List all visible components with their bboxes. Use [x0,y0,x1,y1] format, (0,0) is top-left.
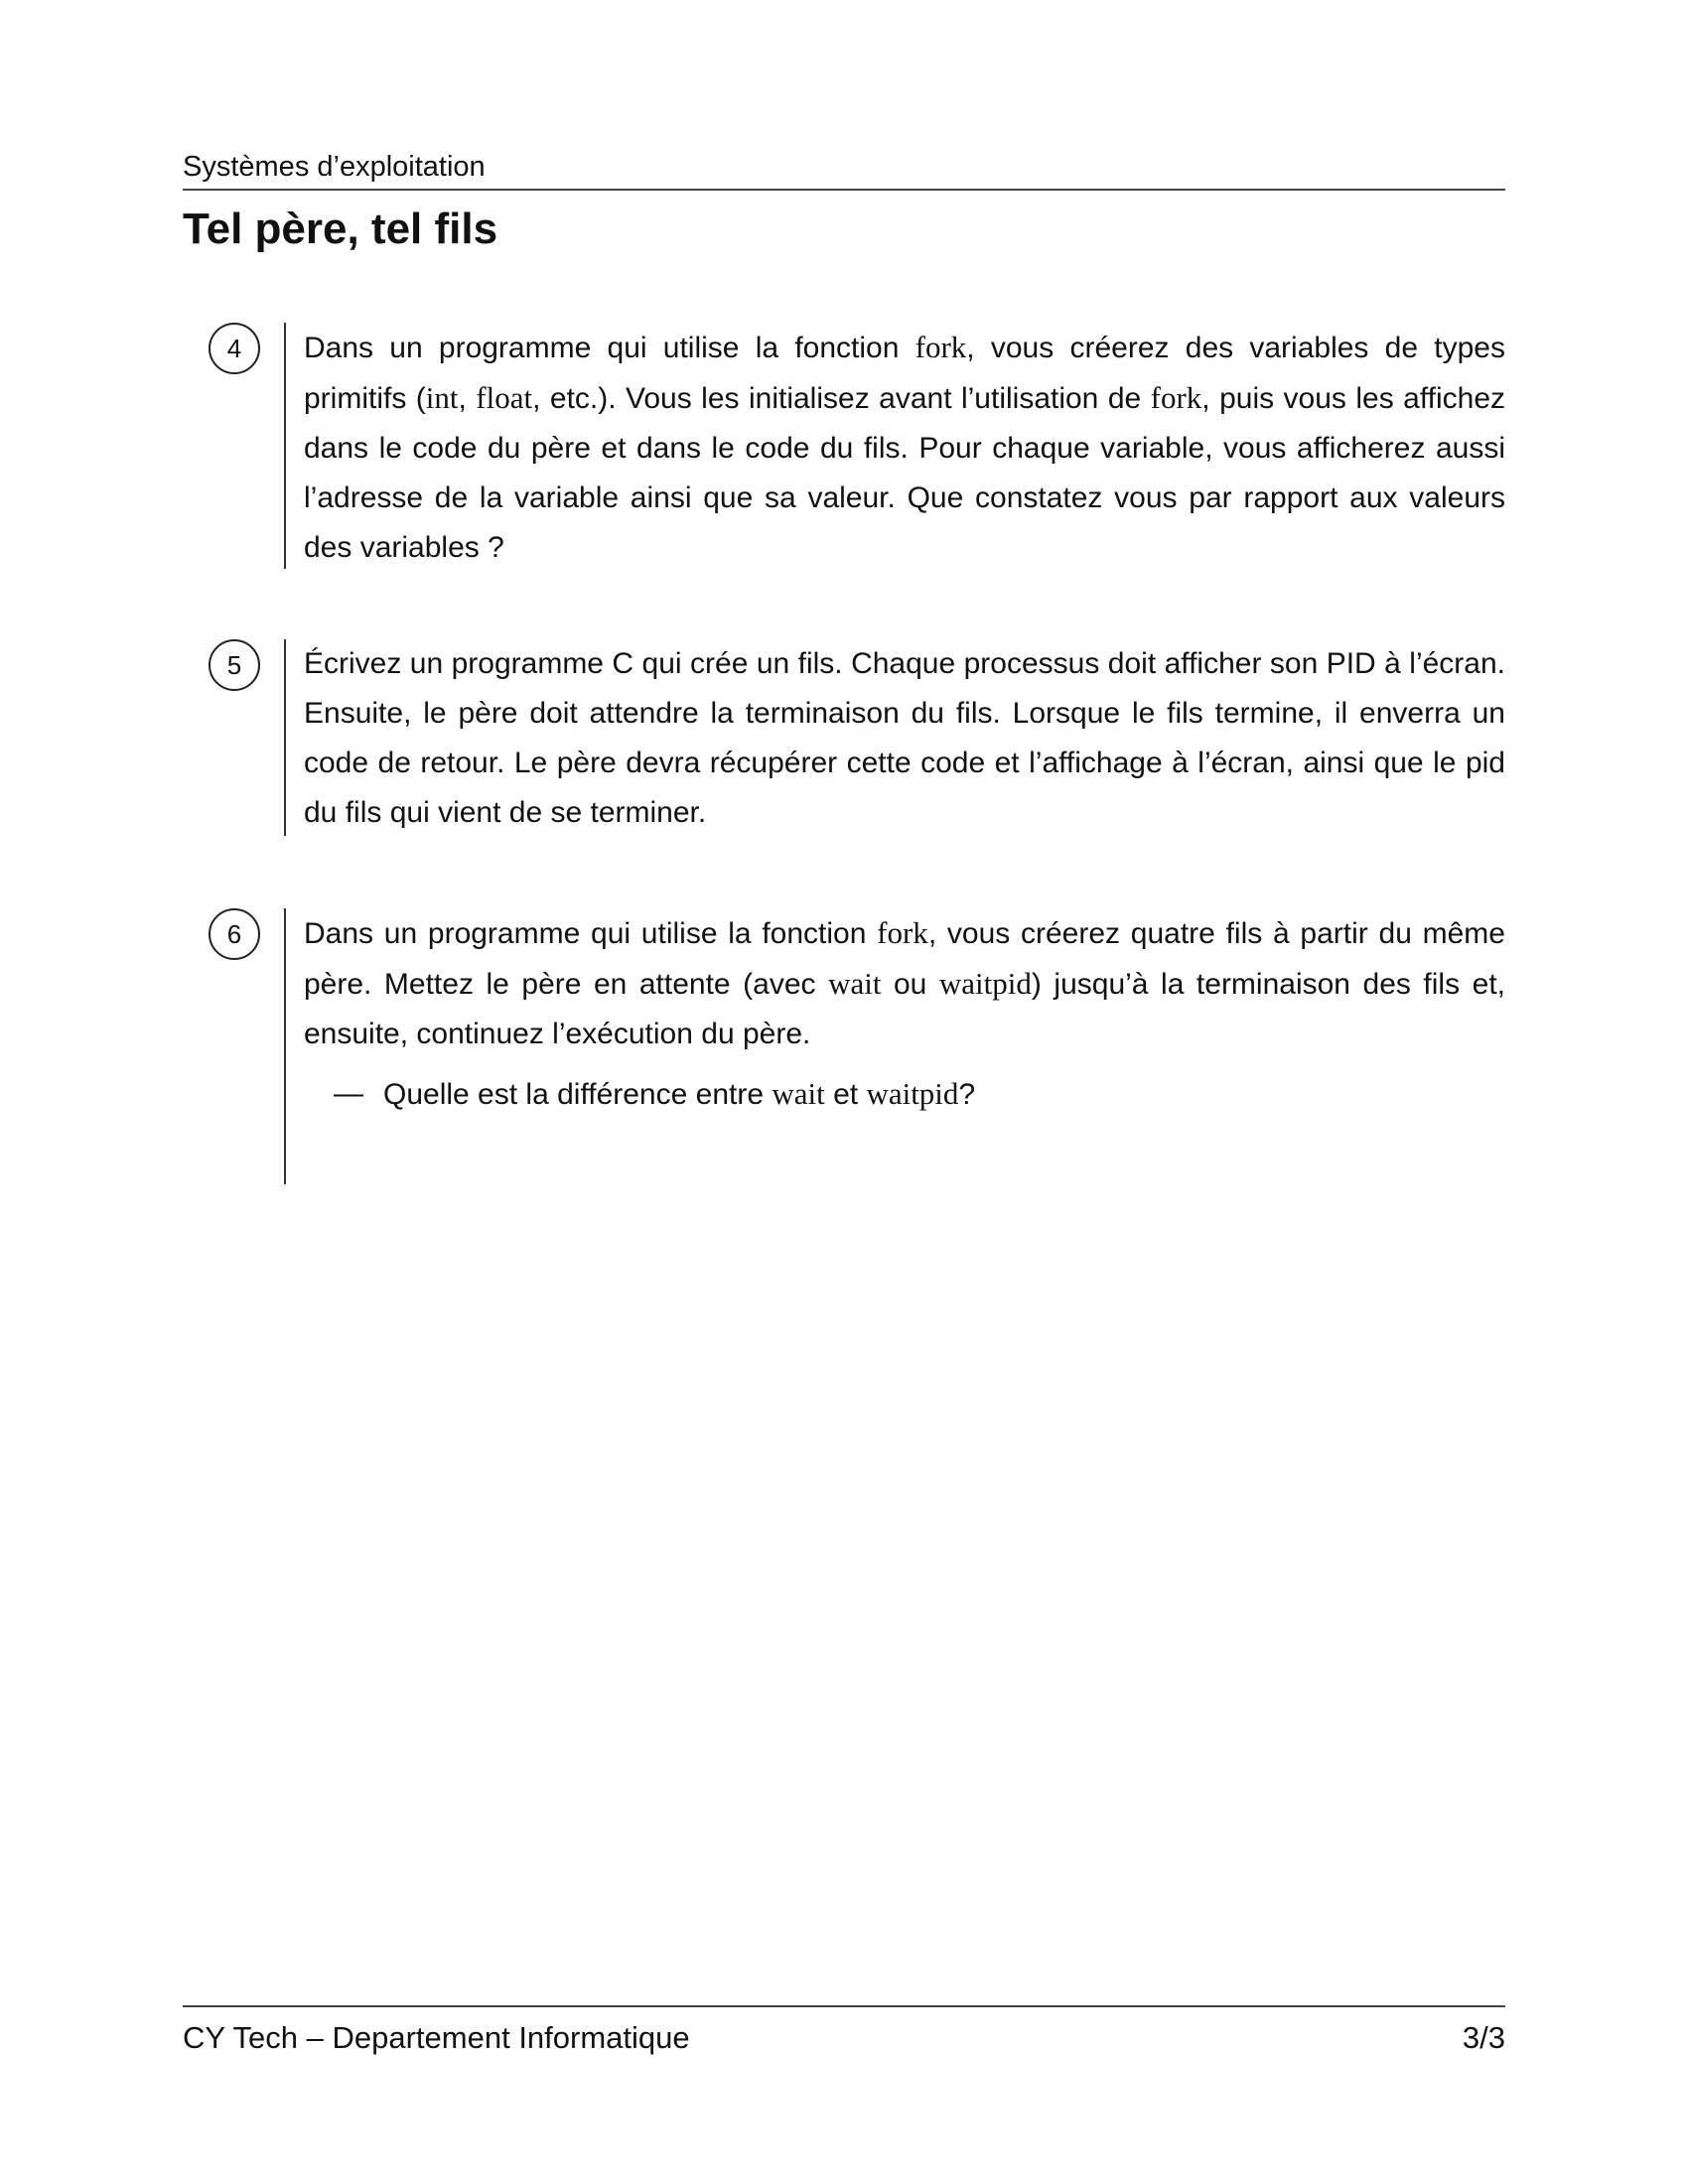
code-term: waitpid [938,966,1032,1001]
exercise-margin-rule [284,323,286,569]
text-span: ou [881,968,939,1001]
text-span: Écrivez un programme C qui crée un fils. Chaque processus doit afficher son PID à l’écran. Ensuite, le père doit attendre la terminaison du fils. Lorsque le fils termine, il enverra un code de retour. Le père devra récupérer cette code et l’affichage à l’écran, ainsi que le pid du fils qui vient de se terminer. [304,647,1505,829]
text-span: et [824,1078,867,1111]
exercise-margin-rule [284,908,286,1184]
text-span: ? [958,1078,976,1111]
question-list [304,1069,1505,1120]
exercise-number-badge: 5 [209,639,260,691]
exercise-text [304,639,1505,838]
exercise-6 [209,908,1505,1184]
exercise-text [304,908,1505,1120]
exercise-margin-rule [284,639,286,836]
code-term: waitpid [866,1076,959,1111]
text-span: Dans un programme qui utilise la fonction [304,917,878,950]
dash-marker: — [334,1077,363,1110]
course-title: Systèmes d’exploitation [183,147,1505,191]
page-footer [183,2005,1505,2059]
exercise-number-badge: 4 [209,323,260,374]
footer-institution: CY Tech – Departement Informatique [183,2020,690,2055]
text-span: , [458,382,477,415]
code-term: wait [772,1076,825,1111]
code-term: fork [877,915,928,950]
code-term: fork [914,330,967,364]
text-span: Dans un programme qui utilise la fonction [304,332,915,364]
code-term: float [476,380,533,415]
exercise-paragraph [304,908,1505,1059]
text-span: Quelle est la différence entre [383,1078,773,1111]
code-term: wait [828,966,882,1001]
exercise-number-badge: 6 [209,908,260,960]
exercise-paragraph [304,323,1505,573]
page-header [183,147,1505,256]
code-term: int [425,380,459,415]
text-span: , vous créerez quatre fils à partir du même père. Mettez le père en attente (avec [304,917,1505,1001]
page-title: Tel père, tel fils [183,205,498,253]
code-term: fork [1150,380,1202,415]
page-number: 3/3 [1462,2020,1505,2055]
text-span: , etc.). Vous les initialisez avant l’utilisation de [532,382,1151,415]
exercise-text [304,323,1505,573]
exercise-4 [209,323,1505,569]
list-item [304,1069,1505,1120]
exercise-5 [209,639,1505,836]
exercise-paragraph [304,639,1505,838]
text-span: ) jusqu’à la terminaison des fils et, ensuite, continuez l’exécution du père. [304,968,1505,1050]
text-span: , puis vous les affichez dans le code du père et dans le code du fils. Pour chaque variable, vous afficherez aussi l’adresse de la variable ainsi que sa valeur. Que constatez vous par rapport aux valeurs des variables ? [304,382,1506,564]
text-span: , vous créerez des variables de types primitifs ( [304,332,1505,415]
